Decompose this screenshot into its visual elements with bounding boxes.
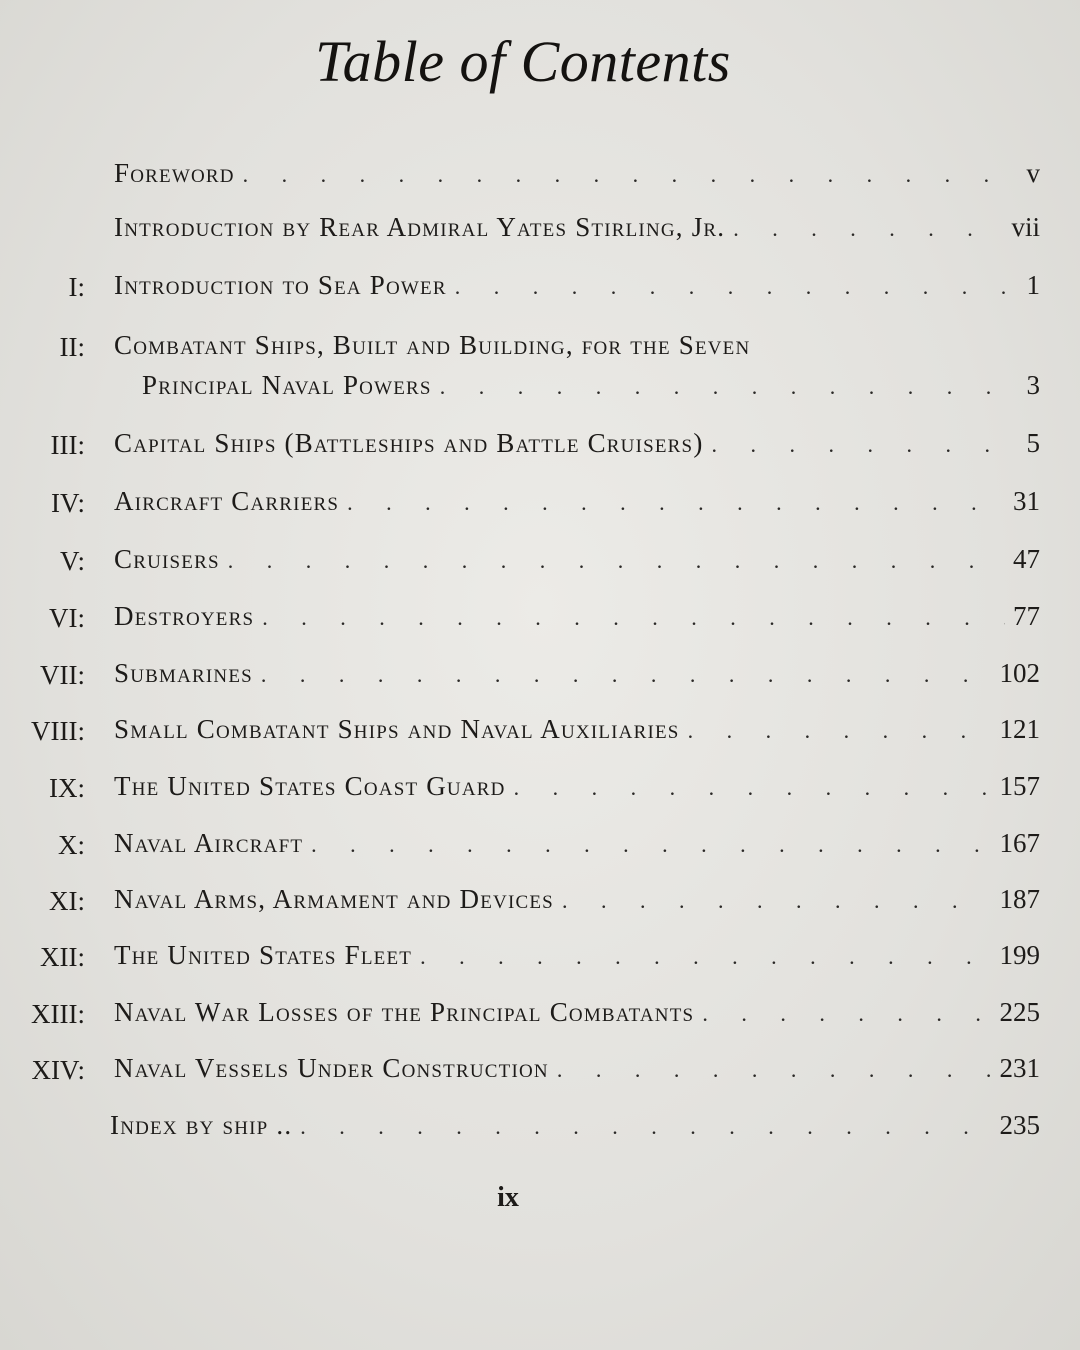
toc-page-number: 77 [1013,601,1040,631]
dot-leader [554,888,992,914]
toc-line [114,486,1040,517]
toc-line [114,601,1040,632]
toc-entry-label: Introduction by Rear Admiral Yates Stirling, Jr. [114,212,726,242]
toc-line [114,940,1040,971]
toc-page-number: 231 [999,1053,1040,1083]
toc-page-number: 3 [1026,370,1040,400]
toc-page-number: v [1026,158,1040,188]
toc-line-continued [142,370,1040,401]
toc-line [114,997,1040,1028]
dot-leader [254,605,1005,631]
toc-page-number: 225 [999,997,1040,1027]
toc-line [114,658,1040,689]
dot-leader [694,1001,991,1027]
toc-page-number: 121 [999,714,1040,744]
toc-line [114,714,1040,745]
page-folio: ix [497,1182,519,1213]
toc-entry-label: Destroyers [114,601,255,631]
toc-entry-label: Index by ship .. [110,1110,293,1140]
toc-line [114,544,1040,575]
toc-entry-label: Naval Arms, Armament and Devices [114,884,554,914]
toc-entry-label: Aircraft Carriers [114,486,340,516]
toc-page-number: 5 [1026,428,1040,458]
dot-leader [292,1114,991,1140]
toc-entry-label: Submarines [114,658,253,688]
chapter-numeral: II: [59,332,85,362]
toc-entry-label: Cruisers [114,544,220,574]
toc-page-number: 102 [999,658,1040,688]
toc-entry-label: Naval Aircraft [114,828,304,858]
dot-leader [506,775,992,801]
toc-line [114,828,1040,859]
dot-leader [680,718,992,744]
dot-leader [704,432,1012,458]
toc-page-number: 199 [999,940,1040,970]
dot-leader [412,944,991,970]
toc-line [114,212,1040,243]
toc-line [114,428,1040,459]
toc-page-number: 157 [999,771,1040,801]
dot-leader [235,162,1012,188]
dot-leader [253,662,992,688]
chapter-numeral: IX: [49,773,85,803]
toc-entry-label: The United States Coast Guard [114,771,506,801]
toc-page-number: 31 [1013,486,1040,516]
dot-leader [725,216,1003,242]
toc-line [114,158,1040,189]
toc-page-number: 187 [999,884,1040,914]
chapter-numeral: X: [58,830,85,860]
toc-line [114,1053,1040,1084]
dot-leader [339,490,1005,516]
toc-line [114,884,1040,915]
toc-page-number: 235 [999,1110,1040,1140]
toc-page-number: vii [1011,212,1040,242]
toc-entry-label: The United States Fleet [114,940,413,970]
chapter-numeral: VII: [40,660,85,690]
toc-entry-label: Foreword [114,158,235,188]
chapter-numeral: IV: [51,488,85,518]
toc-entry-label: Small Combatant Ships and Naval Auxiliaries [114,714,680,744]
dot-leader [303,832,991,858]
toc-line [110,1110,1040,1141]
dot-leader [220,548,1005,574]
toc-entry-label: Naval War Losses of the Principal Combatants [114,997,695,1027]
chapter-numeral: XI: [49,886,85,916]
dot-leader [549,1057,992,1083]
chapter-numeral: VIII: [31,716,85,746]
toc-entry-label: Capital Ships (Battleships and Battle Cruisers) [114,428,704,458]
toc-page-number: 1 [1026,270,1040,300]
toc-line [114,330,1040,361]
toc-entry-label: Combatant Ships, Built and Building, for the Seven [114,330,751,360]
chapter-numeral: XIV: [31,1055,85,1085]
toc-page-number: 47 [1013,544,1040,574]
toc-line [114,771,1040,802]
toc-page-number: 167 [999,828,1040,858]
chapter-numeral: VI: [49,603,85,633]
toc-line [114,270,1040,301]
chapter-numeral: V: [60,546,85,576]
page-title: Table of Contents [315,29,731,94]
toc-entry-label: Naval Vessels Under Construction [114,1053,549,1083]
toc-entry-label: Introduction to Sea Power [114,270,447,300]
chapter-numeral: XII: [40,942,85,972]
dot-leader [447,274,1012,300]
chapter-numeral: XIII: [31,999,85,1029]
chapter-numeral: III: [50,430,85,460]
toc-entry-label-continued: Principal Naval Powers [142,370,432,400]
dot-leader [432,374,1012,400]
chapter-numeral: I: [68,272,85,302]
